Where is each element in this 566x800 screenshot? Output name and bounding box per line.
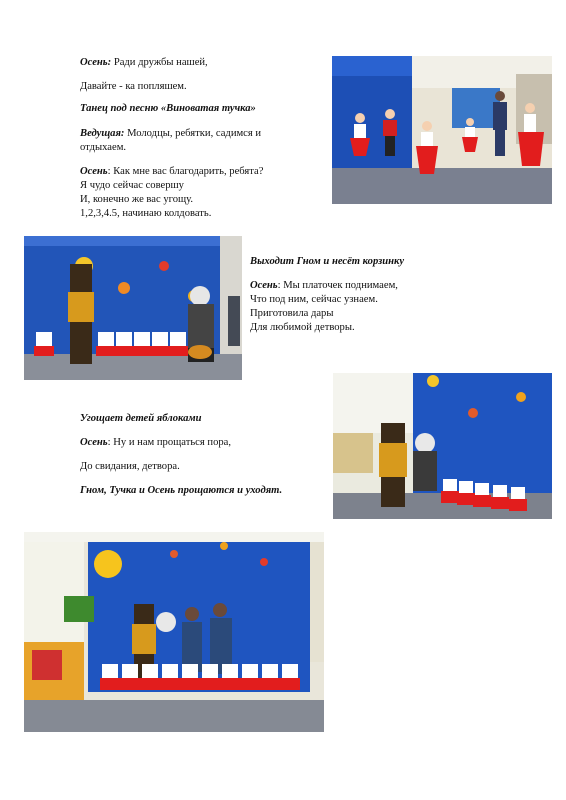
autumn-line-scarf — [250, 279, 398, 293]
speaker-autumn: Осень: — [80, 57, 112, 68]
line-text: Ради дружбы нашей, — [111, 57, 208, 68]
photo-group — [24, 532, 324, 732]
gnome-heading: Выходит Гном и несёт корзинку — [250, 256, 405, 267]
line-dance: Давайте - ка попляшем. — [80, 81, 187, 92]
line-find-out: Что под ним, сейчас узнаем. — [250, 294, 378, 305]
speaker-autumn: Осень — [250, 280, 278, 291]
autumn-line-treat: И, конечно же вас угощу. — [80, 194, 194, 205]
autumn-line-count: 1,2,3,4.5, начинаю колдовать. — [80, 208, 212, 219]
autumn-line-goodbye — [80, 436, 231, 450]
apples-heading: Угощает детей яблоками — [80, 413, 202, 424]
line-text: Молодцы, ребятки, садимся и — [124, 128, 262, 139]
autumn-line-miracle: Я чудо сейчас совершу — [80, 180, 184, 191]
speaker-autumn: Осень — [80, 437, 108, 448]
speaker-autumn: Осень — [80, 166, 108, 177]
line-text: : Как мне вас благодарить, ребята? — [107, 166, 264, 177]
autumn-line-thanks — [80, 165, 263, 179]
host-line-cont: отдыхаем. — [80, 142, 127, 153]
host-line — [80, 127, 261, 141]
photo-apples — [333, 373, 552, 519]
line-text: : Мы платочек поднимаем, — [277, 280, 398, 291]
line-text: : Ну и нам прощаться пора, — [107, 437, 232, 448]
line-children: Для любимой детворы. — [250, 322, 355, 333]
speaker-host: Ведущая: — [80, 128, 125, 139]
photo-dance — [332, 56, 552, 204]
line-gifts: Приготовила дары — [250, 308, 334, 319]
line-farewell-children: До свидания, детвора. — [80, 461, 180, 472]
dance-heading: Танец под песню «Виноватая тучка» — [80, 103, 256, 114]
farewell-heading: Гном, Тучка и Осень прощаются и уходят. — [80, 485, 283, 496]
photo-gnome — [24, 236, 242, 380]
autumn-line-friendship — [80, 56, 208, 70]
